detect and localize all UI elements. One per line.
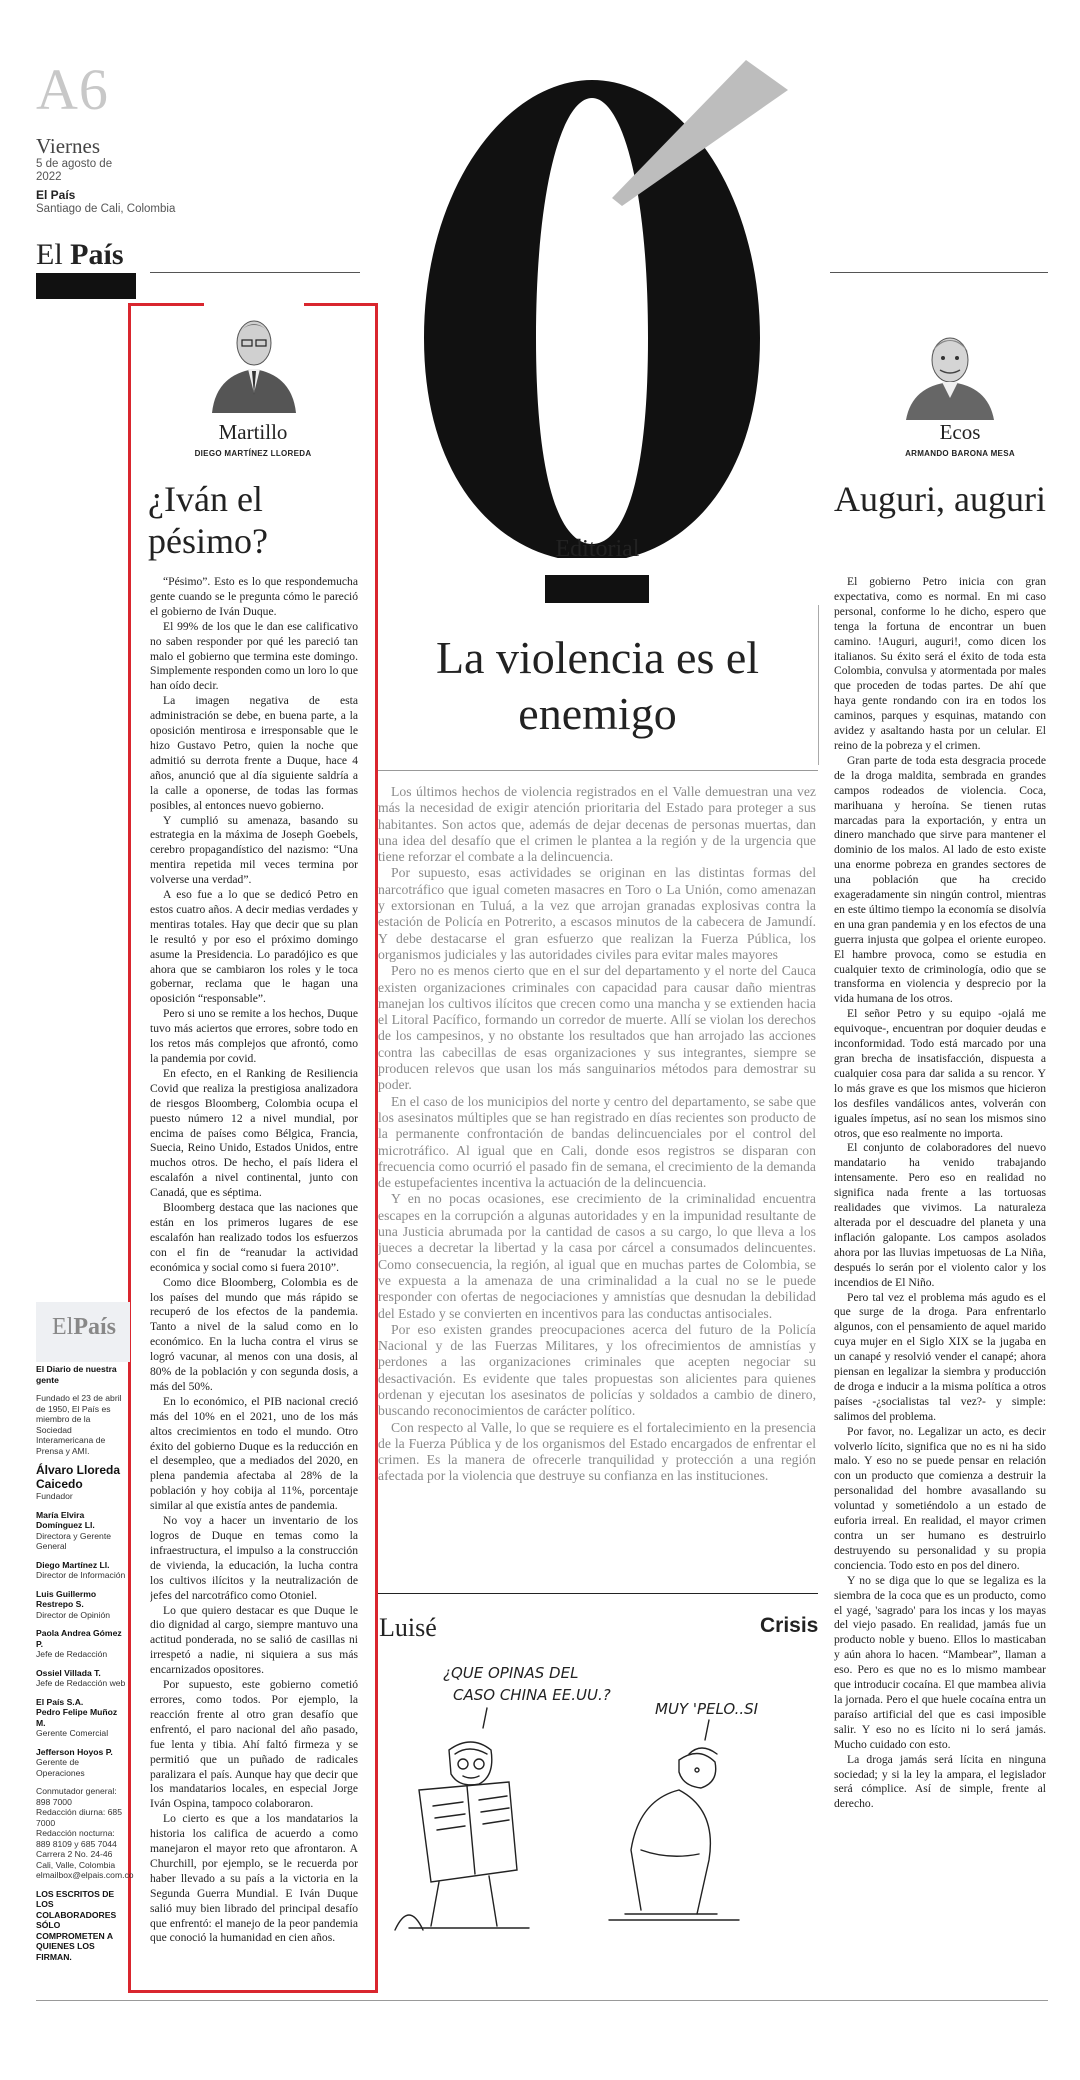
- staff-line: Pedro Felipe Muñoz M.: [36, 1707, 118, 1728]
- column-section-name: Martillo: [218, 420, 288, 444]
- column-paragraph: La imagen negativa de esta administración se debe, en buena parte, a la oposición mentirosa e irresponsable que le hizo Gustavo Petro, quien la noche que admitió su derrota frente a Duque, hace 4 años, anunció que al día siguiente saldría a la calle a oponerse, de todas las formas posibles, al entonces nuevo gobierno.: [150, 694, 358, 812]
- staff-line: LOS ESCRITOS DE LOS COLABORADORES SÓLO COMPROMETEN A QUIENES LOS FIRMAN.: [36, 1888, 117, 1962]
- staff-line: Paola Andrea Gómez P.: [36, 1628, 122, 1649]
- column-paragraph: Como dice Bloomberg, Colombia es de los países del mundo que más rápido se recuperó de los efectos de la pandemia. Tanto a nivel de la salud como en lo económico. En la lucha contra el virus se logró vacunar, al menos con una dosis, al 80% de la población y con segunda dosis, a más del 50%.: [150, 1275, 358, 1393]
- cartoon-author: Luisé: [379, 1613, 437, 1642]
- staff-gap: [36, 1739, 126, 1747]
- column-paragraph: Lo que quiero destacar es que Duque le dio dignidad al cargo, siempre mantuvo una actitud ponderada, no se salió de casillas ni irrespetó a nadie, ni siquiera a sus más encarnizados opositores.: [150, 1603, 358, 1677]
- column-paragraph: Y no se diga que lo que se legaliza es la siembra de la coca que es un producto, como el yagé, 'sagrado' para los incas y los mayas del viejo pasado. En realidad, jamás fue un producto noble y bueno. Ellos lo masticaban y aún ahora lo hacen. “Mambear”, llaman a eso. Pero es que no es lo mismo mambear que introducir cocaína. El que mambea alivia la jornada. Pero el que huele cocaína entra un paraíso artificial del que es casi imposible salir. Y eso no es lícito ni lo será jamás. Mucho cuidado con esto.: [834, 1573, 1046, 1751]
- column-author: ARMANDO BARONA MESA: [905, 449, 1015, 458]
- staff-logo: [36, 1302, 130, 1362]
- staff-line: Jefferson Hoyos P.: [36, 1746, 113, 1757]
- staff-gap: [36, 1620, 126, 1628]
- weekday: Viernes: [36, 134, 101, 158]
- header-rule-right: [830, 272, 1048, 273]
- column-paragraph: El conjunto de colaboradores del nuevo mandatario ha venido trabajando intensamente. Pero eso en realidad no significa nada frente a las tortuosas realidades que vivimos. La naturaleza alterada por el descuadre del planeta y una inflación galopante. Los campos asolados ahora por las lluvias impetuosas de La Niña, después lo serán por el violento calor y los incendios de El Niño.: [834, 1141, 1046, 1289]
- staff-gap: [36, 1778, 126, 1786]
- city: Santiago de Cali, Colombia: [36, 203, 176, 215]
- column-paragraph: Bloomberg destaca que las naciones que están en los primeros lugares de ese escalafón han realizado todos los esfuerzos con el fin de “reanudar la actividad económica y social como si fuera 2010”.: [150, 1201, 358, 1274]
- cartoon-bubble-left-line2: CASO CHINA EE.UU.?: [453, 1686, 611, 1704]
- editorial-label: Editorial: [555, 536, 640, 562]
- staff-gap: [36, 1552, 126, 1560]
- column-paragraph: El 99% de los que le dan ese calificativo no saben responder por qué les pareció tan malo el gobierno que termina este domingo. Simplemente responden como un loro lo que han oído decir.: [150, 619, 358, 693]
- column-paragraph: La droga jamás será lícita en ninguna sociedad; y si la ley la ampara, el legislador será cómplice. Así de simple, frente al derecho.: [834, 1752, 1046, 1811]
- staff-line: María Elvira Domínguez Ll.: [36, 1509, 95, 1530]
- editorial-rule: [378, 770, 818, 771]
- brand-logo-pais: País: [70, 238, 124, 271]
- date: 5 de agosto de 2022: [36, 158, 113, 183]
- column-paragraph: A eso fue a lo que se dedicó Petro en estos cuatro años. A decir medias verdades y mentiras totales. Hay que decir que su plan le resultó y por eso el próximo domingo asume la Presidencia. Lo paradójico es que ahora que se cambiaron los roles y le toca gobernar, reclama que le hagan una oposición “responsable”.: [150, 888, 358, 1006]
- editorial-paragraph: Y en no pocas ocasiones, ese crecimiento de la criminalidad encuentra escapes en la corrupción a algunas autoridades y en la impunidad resultante de una Justicia abrumada por la cantidad de casos a su cargo, lo que lleva a los jueces a decretar la libertad y la casa por cárcel a consumados delincuentes. Como consecuencia, la región, al igual que en muchas partes de Colombia, se ve expuesta a la amenaza de una criminalidad a la cual no se le puede responder con ofertas de negociaciones y amnistías que desnudan la debilidad del Estado y se convierten en incentivos para las conductas antisociales.: [378, 1191, 816, 1321]
- staff-line: El País S.A.: [36, 1696, 84, 1707]
- editorial-paragraph: En el caso de los municipios del norte y centro del departamento, se sabe que los asesinatos múltiples que se han registrado en días recientes son producto de la permanente confrontación de bandas delincuenciales por el control del microtráfico. Al igual que en Cali, donde esos registros se disparan con frecuencia como ocurrió el pasado fin de semana, el crecimiento de la demanda de estupefacientes incentiva la actuación de la delincuencia.: [378, 1093, 816, 1191]
- staff-line: Ossiel Villada T.: [36, 1667, 101, 1678]
- staff-line: Álvaro Lloreda Caicedo: [36, 1463, 121, 1491]
- header-rule-left: [150, 272, 360, 273]
- staff-line: El Diario de nuestra gente: [36, 1364, 117, 1385]
- staff-line: Directora y Gerente General: [36, 1530, 111, 1551]
- column-paragraph: Pero tal vez el problema más agudo es el que surge de la droga. Para enfrentarlo algunos, con el pensamiento de aquel marido cuya mujer en el Siglo XIX se la jugaba en un canapé y resolvió vender el canapé; ahora piensan en legalizar la siembra y producción de droga e inducir a la misma política a otros países -¿socialistas tal vez?- y simple: salimos del problema.: [834, 1290, 1046, 1423]
- staff-line: Fundado el 23 de abril de 1950, El País es miembro de la Sociedad Interamericana de Prensa y AMI.: [36, 1393, 122, 1456]
- brand-logo-el: El: [36, 238, 63, 271]
- column-paragraph: Por supuesto, este gobierno cometió errores, como todos. Por ejemplo, la reacción frente al otro gran desafío que enfrentó, el paro nacional del año pasado, fue lenta y tibia. Ahí faltó firmeza y se permitió que un puñado de radicales paralizara el país. Aunque hay que decir que los mandatarios locales, en especial Jorge Iván Ospina, tampoco colaboraron.: [150, 1678, 358, 1811]
- column-paragraph: “Pésimo”. Esto es lo que respondemucha gente cuando se le pregunta cómo le pareció el gobierno de Iván Duque.: [150, 575, 358, 618]
- editorial-bar: [545, 575, 649, 603]
- staff-line: Redacción nocturna: 889 8109 y 685 7044: [36, 1828, 117, 1849]
- staff-line: Conmutador general: 898 7000: [36, 1786, 117, 1807]
- staff-logo-el: El: [52, 1314, 74, 1340]
- editorial-paragraph: Por supuesto, esas actividades se originan en las distintas formas del narcotráfico que igual cometen masacres en Toro o La Unión, como amenazan y extorsionan en Tuluá, a la vez que arrojan granadas explosivas contra la estación de Policía en Potrerito, a escasos minutos de la cabecera de Jamundí. Y debe destacarse el gran esfuerzo que realizan la Fuerza Pública, los organismos judiciales y las autoridades civiles para evitar males mayores: [378, 865, 816, 962]
- staff-line: Luis Guillermo Restrepo S.: [36, 1588, 97, 1609]
- staff-line: Diego Martínez Ll.: [36, 1559, 110, 1570]
- column-body: [834, 575, 1046, 1985]
- staff-gap: [36, 1881, 126, 1889]
- staff-line: Gerente de Operaciones: [36, 1757, 85, 1778]
- staff-gap: [36, 1385, 126, 1393]
- staff-line: Director de Opinión: [36, 1609, 111, 1620]
- column-paragraph: Y cumplió su amenaza, basando su estrategia en la máxima de Joseph Goebels, cerebro propagandístico del nazismo: “Una mentira repetida mil veces termina por volverse una verdad”.: [150, 813, 358, 887]
- column-title: Auguri, auguri: [834, 479, 1046, 519]
- column-paragraph: No voy a hacer un inventario de los logros de Duque en temas como la infraestructura, el impulso a la construcción de vivienda, la educación, la lucha contra los cultivos ilícitos y la neutralización de jefes del narcotráfico como Otoniel.: [150, 1514, 358, 1602]
- page-number: A6: [36, 57, 109, 122]
- author-photo-martillo: [204, 303, 304, 413]
- column-paragraph: Gran parte de toda esta desgracia procede de la droga maldita, sembrada en grandes campos rodeados de violencia. Coca, marihuana y heroína. Se tienen rutas marcadas para la exportación, y entra un dinero manchado que sirve para mantener el dominio de los malos. Al lado de esto existe una enorme pobreza en grandes sectores de una población que ha crecido exageradamente sin ningún control, mientras en este último tiempo la economía se disolvía en una gran pandemia y en los efectos de una guerra injusta que golpea el oriente europeo. El hambre provoca, como se estudia en cualquier texto de criminología, odio que se transforma en violencia y desprecio por la vida humana de los otros.: [834, 753, 1046, 1006]
- column-paragraph: El gobierno Petro inicia con gran expectativa, como es normal. En mi caso personal, conforme lo he dicho, espero que tenga la fortuna de encontrar un buen camino. !Auguri, auguri!, como dicen los italianos. Su éxito será el éxito de toda esta Colombia, convulsa y atormentada por males que proceden de todas partes. De ahí que haya gente rondando con ira en todos los caminos, parques y esquinas, matando con avidez y asaltando hasta por un celular. El reino de la pobreza y el crimen.: [834, 575, 1046, 752]
- column-paragraph: Lo cierto es que a los mandatarios la historia los califica de acuerdo a como manejaron el mayor reto que afrontaron. A Churchill, por ejemplo, se le recuerda por haber llevado a su país a la victoria en la Segunda Guerra Mundial. E Iván Duque salió muy bien librado del principal desafío que enfrentó: el manejo de la peor pandemia que conoció la humanidad en cien años.: [150, 1812, 358, 1945]
- staff-gap: [36, 1660, 126, 1668]
- staff-gap: [36, 1502, 126, 1510]
- brand-logo: [36, 238, 124, 272]
- staff-list: [36, 1364, 134, 1962]
- editorial-paragraph: Los últimos hechos de violencia registrados en el Valle demuestran una vez más la necesidad de exigir atención prioritaria del Estado para proteger a sus habitantes. Son actos que, además de dejar decenas de personas muertas, dan una idea del desafío que el crimen le plantea a la región y de la urgencia que tiene reforzar el combate a la delincuencia.: [378, 784, 816, 865]
- paper-name: El País: [36, 188, 76, 202]
- staff-line: Director de Información: [36, 1570, 126, 1580]
- staff-line: Gerente Comercial: [36, 1728, 109, 1738]
- cartoon-drawing: [379, 1650, 817, 1940]
- cartoon-bubble-right: MUY 'PELO..SI: [655, 1700, 759, 1718]
- cartoon-bubble-left-line1: ¿QUE OPINAS DEL: [443, 1664, 579, 1682]
- staff-line: Jefe de Redacción web: [36, 1678, 126, 1688]
- editorial-divider: [818, 605, 819, 765]
- column-paragraph: En lo económico, el PIB nacional creció más del 10% en el 2021, uno de los más altos crecimientos en todo el mundo. Otro éxito del gobierno Duque es la reducción en el desempleo, que a mediados del 2020, en plena pandemia afectaba al 28% de la población y hoy cobija al 11%, porcentaje similar al que existía antes de pandemia.: [150, 1394, 358, 1513]
- brand-bar: [36, 273, 136, 299]
- cartoon-rule: [378, 1593, 818, 1594]
- author-photo-ecos: [900, 322, 1000, 420]
- editorial-paragraph: Con respecto al Valle, lo que se requiere es el fortalecimiento en la presencia de la Fuerza Pública y de los organismos del Estado encargados de enfrentar el crimen. Es la manera de ofrecerle tranquilidad y protección a una región afectada por la violencia que destruye su confianza en las instituciones.: [378, 1419, 816, 1484]
- staff-gap: [36, 1581, 126, 1589]
- editorial-body: [378, 784, 816, 1485]
- big-o-graphic: [360, 38, 830, 558]
- staff-line: Fundador: [36, 1491, 73, 1501]
- column-paragraph: En efecto, en el Ranking de Resiliencia Covid que realiza la prestigiosa analizadora de riesgos Bloomberg, Colombia ocupa el puesto número 12 a nivel mundial, por encima de países como Bélgica, Francia, Suecia, Reino Unido, Estados Unidos, entre muchos otros. De hecho, el país lidera el escalafón a nivel continental, junto con Canadá, que es séptima.: [150, 1066, 358, 1200]
- column-paragraph: Pero si uno se remite a los hechos, Duque tuvo más aciertos que errores, sobre todo en los retos más complejos que afrontó, como la pandemia por covid.: [150, 1007, 358, 1065]
- editorial-paragraph: Pero no es menos cierto que en el sur del departamento y el norte del Cauca existen organizaciones criminales con capacidad para causar daño mientras manejan los cultivos ilícitos que crecen como una mancha y se extienden hacia el Litoral Pacífico, formando un corredor de muerte. Allí se violan los derechos de los campesinos, y no obstante los resultados que han arrojado las acciones contra las cabecillas de esas organizaciones y sus integrantes, siempre se producen relevos que usan los más sanguinarios métodos para demostrar su poder.: [378, 963, 816, 1093]
- column-paragraph: El señor Petro y su equipo -ojalá me equivoque-, encuentran por doquier deudas e inconformidad. Todo está marcado por una gran brecha de insatisfacción, dispuesta a cualquier cosa para dar salida a su rencor. Y lo más grave es que los mismos que hicieron los desfiles vandálicos antes, volverán con iguales ímpetus, así no sean los mismos sino otros, que eso realmente no importa.: [834, 1007, 1046, 1140]
- column-title: ¿Iván el pésimo?: [148, 479, 268, 561]
- staff-logo-pais: País: [73, 1314, 116, 1340]
- staff-gap: [36, 1689, 126, 1697]
- staff-line: Jefe de Redacción: [36, 1649, 108, 1659]
- editorial-paragraph: Por eso existen grandes preocupaciones acerca del futuro de la Policía Nacional y de las Fuerzas Militares, y los ofrecimientos de amnistías y perdones a las organizaciones criminales que acepten negociar su desactivación. Es evidente que tales propuestas son alicientes para quienes ordenan y ejecutan los asesinatos de policías y soldados a cambio de dinero, buscando reconocimientos de carácter político.: [378, 1321, 816, 1419]
- staff-line: Redacción diurna: 685 7000: [36, 1807, 122, 1828]
- column-author: DIEGO MARTÍNEZ LLOREDA: [194, 449, 312, 458]
- column-paragraph: Por favor, no. Legalizar un acto, es decir volverlo lícito, significa que no es ni ha sido malo. Y eso no se puede pensar en relación con un producto que comienza a destruir la personalidad del hombre avasallando su voluntad y sometiéndolo a un estado de euforia irreal. En realidad, el mayor crimen contra un ser humano es destruirlo destruyendo su personalidad y su propia conciencia. Todo esto en pos del dinero.: [834, 1424, 1046, 1572]
- column-body: [150, 575, 358, 1975]
- editorial-title: La violencia es el enemigo: [435, 632, 760, 739]
- column-section-name: Ecos: [939, 420, 981, 444]
- staff-line: Carrera 2 No. 24-46 Cali, Valle, Colombia: [36, 1849, 116, 1870]
- staff-line: elmailbox@elpais.com.co: [36, 1870, 134, 1880]
- cartoon-title: Crisis: [760, 1614, 819, 1637]
- footer-rule: [36, 2000, 1048, 2001]
